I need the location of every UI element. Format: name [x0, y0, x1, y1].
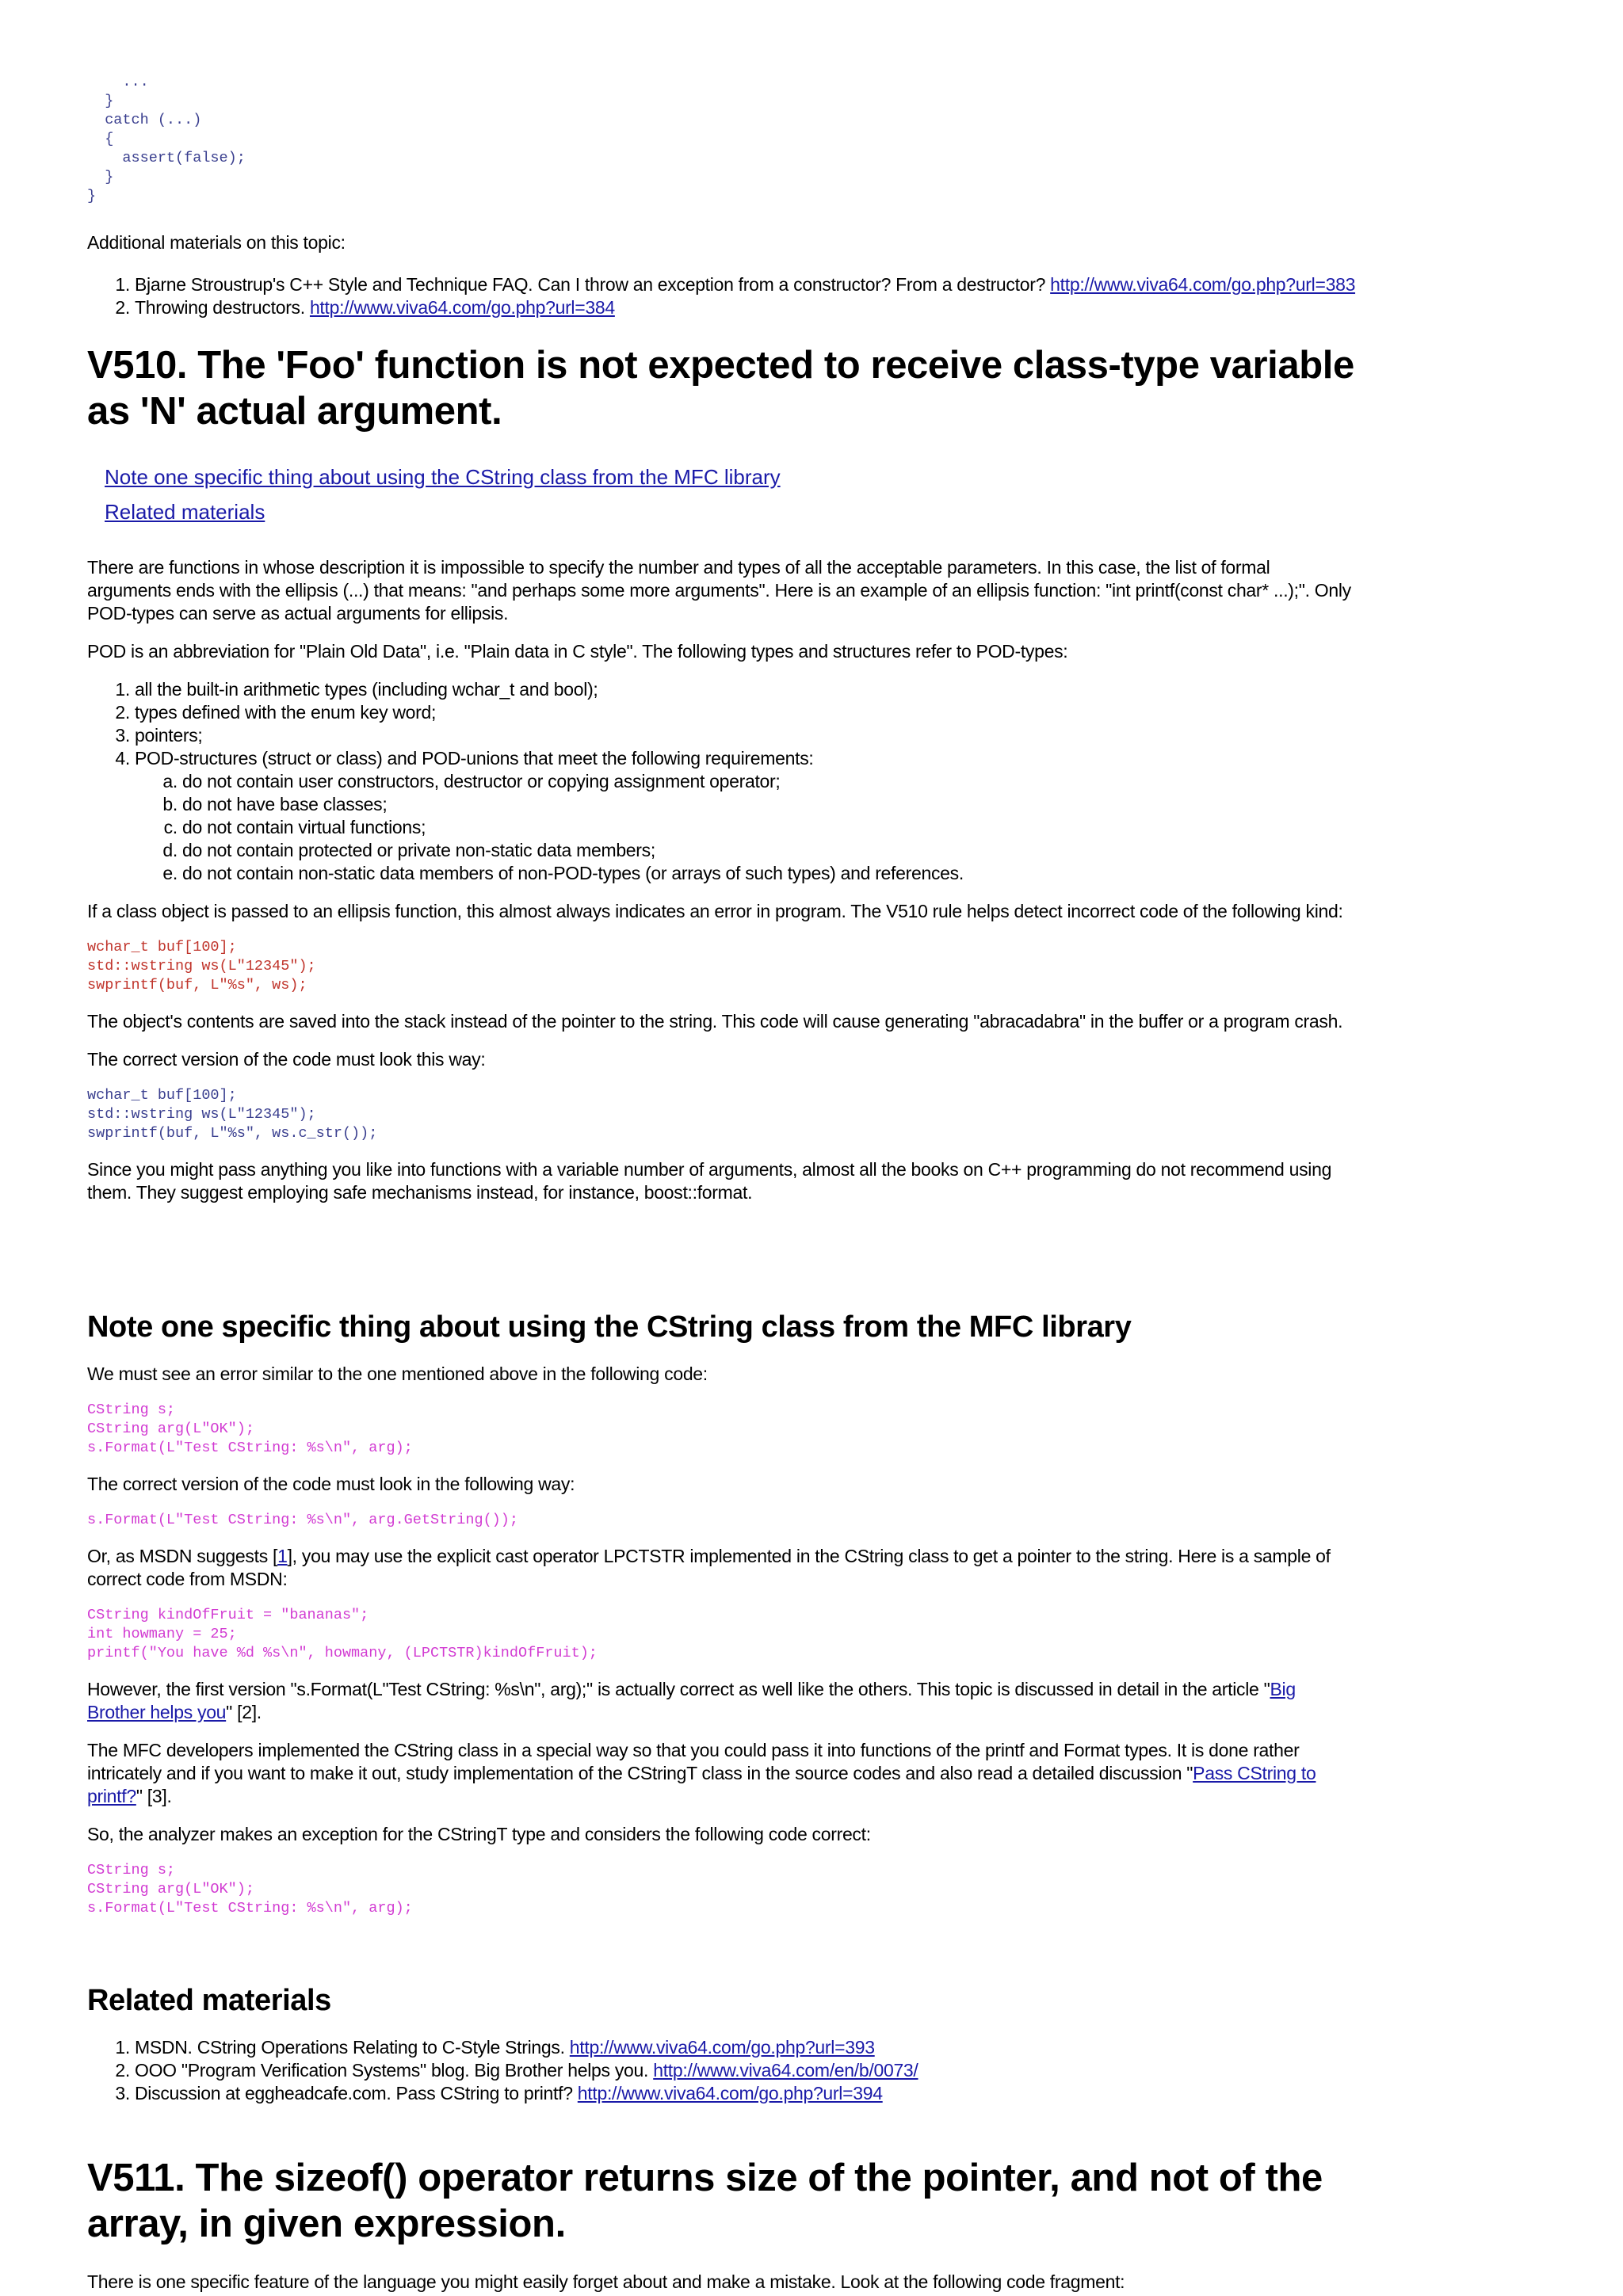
code-line: } [87, 188, 97, 204]
section-heading: Related materials [87, 1984, 331, 2017]
list-item: c. do not contain virtual functions; [182, 816, 1434, 839]
page-title: V511. The sizeof() operator returns size of the pointer, and not of the array, in given expression. [87, 2157, 1323, 2245]
toc-link-related[interactable]: Related materials [105, 500, 265, 524]
code-line: std::wstring ws(L"12345"); [87, 958, 316, 974]
code-line: CString arg(L"OK"); [87, 1421, 254, 1437]
code-line: CString s; [87, 1402, 176, 1418]
additional-materials-list [87, 273, 1434, 319]
reference-link[interactable]: 1 [277, 1546, 288, 1566]
v510-heading [87, 342, 1434, 434]
related-materials [87, 1982, 1434, 2105]
pod-list [87, 678, 1434, 885]
reference-link[interactable]: http://www.viva64.com/go.php?url=394 [577, 2083, 883, 2103]
code-line: printf("You have %d %s\n", howmany, (LPCTSTR)kindOfFruit); [87, 1645, 598, 1661]
code-line: } [87, 93, 114, 109]
code-line: { [87, 131, 114, 147]
code-line: wchar_t buf[100]; [87, 1087, 237, 1104]
code-line: s.Format(L"Test CString: %s\n", arg); [87, 1900, 413, 1917]
list-item: e. do not contain non-static data members of non-POD-types (or arrays of such types) and references. [182, 862, 1434, 885]
related-list [87, 2036, 1434, 2105]
discussion-link[interactable]: Pass CString to [1193, 1763, 1316, 1783]
additional-materials-intro: Additional materials on this topic: [87, 232, 346, 253]
paragraph: Since you might pass anything you like into functions with a variable number of arguments, almost all the books on C++ programming do not recommend using them. They suggest employing safe mechanisms instead, for instance, boost::format. [87, 1159, 1332, 1203]
code-line: s.Format(L"Test CString: %s\n", arg.GetString()); [87, 1512, 518, 1528]
v510-intro [87, 556, 1434, 1204]
list-item: 2. OOO "Program Verification Systems" blog. Big Brother helps you. http://www.viva64.com/en/b/0073/ [135, 2059, 1434, 2082]
code-block [87, 1861, 1434, 1918]
code-line: std::wstring ws(L"12345"); [87, 1106, 316, 1123]
list-item: 1. MSDN. CString Operations Relating to C-Style Strings. http://www.viva64.com/go.php?url=393 [135, 2036, 1434, 2059]
code-line: CString s; [87, 1862, 176, 1878]
code-block [87, 1086, 1434, 1143]
code-line: catch (...) [87, 112, 202, 128]
paragraph: However, the first version "s.Format(L"Test CString: %s\n", arg);" is actually correct as well like the others. This topic is discussed in detail in the article "Big Brother helps you" [2]. [87, 1679, 1296, 1722]
additional-materials [87, 231, 1434, 319]
code-line: } [87, 169, 114, 185]
code-line: swprintf(buf, L"%s", ws); [87, 977, 307, 994]
list-item: 3. pointers; [135, 724, 1434, 747]
reference-link[interactable]: http://www.viva64.com/en/b/0073/ [653, 2060, 918, 2081]
paragraph: We must see an error similar to the one mentioned above in the following code: [87, 1363, 708, 1384]
code-block-top [87, 73, 1434, 206]
code-block [87, 938, 1434, 995]
paragraph: The correct version of the code must look this way: [87, 1049, 486, 1070]
code-line: CString arg(L"OK"); [87, 1881, 254, 1897]
reference-link[interactable]: http://www.viva64.com/go.php?url=393 [569, 2037, 875, 2058]
paragraph: Or, as MSDN suggests [1], you may use the explicit cast operator LPCTSTR implemented in the CString class to get a pointer to the string. Here is a sample of correct code from MSDN: [87, 1546, 1331, 1589]
article-link[interactable]: Brother helps you [87, 1702, 227, 1722]
paragraph: There is one specific feature of the language you might easily forget about and make a mistake. Look at the following code fragment: [87, 2271, 1125, 2292]
list-item: 1. all the built-in arithmetic types (including wchar_t and bool); [135, 678, 1434, 701]
code-block [87, 1511, 1434, 1530]
code-line: ... [87, 74, 149, 90]
code-block [87, 1401, 1434, 1458]
list-item: 1. Bjarne Stroustrup's C++ Style and Technique FAQ. Can I throw an exception from a constructor? From a destructor? http://www.viva64.com/go.php?url=383 [135, 273, 1434, 296]
list-item: b. do not have base classes; [182, 793, 1434, 816]
pod-sub-list [135, 770, 1434, 885]
list-item: 2. types defined with the enum key word; [135, 701, 1434, 724]
code-line: swprintf(buf, L"%s", ws.c_str()); [87, 1125, 378, 1142]
reference-link[interactable]: http://www.viva64.com/go.php?url=384 [309, 297, 615, 318]
code-line: assert(false); [87, 150, 246, 166]
code-line: CString kindOfFruit = "bananas"; [87, 1607, 369, 1623]
paragraph: The correct version of the code must look in the following way: [87, 1474, 575, 1494]
paragraph: POD is an abbreviation for "Plain Old Data", i.e. "Plain data in C style". The following types and structures refer to POD-types: [87, 641, 1068, 662]
list-item: 3. Discussion at eggheadcafe.com. Pass CString to printf? http://www.viva64.com/go.php?url=394 [135, 2082, 1434, 2105]
code-line: int howmany = 25; [87, 1626, 237, 1642]
discussion-link[interactable]: printf? [87, 1786, 136, 1806]
paragraph: The object's contents are saved into the stack instead of the pointer to the string. This code will cause generating "abracadabra" in the buffer or a program crash. [87, 1011, 1343, 1032]
v511-heading [87, 2155, 1434, 2294]
code-line: s.Format(L"Test CString: %s\n", arg); [87, 1440, 413, 1456]
reference-link[interactable]: http://www.viva64.com/go.php?url=383 [1050, 274, 1356, 295]
paragraph: If a class object is passed to an ellipsis function, this almost always indicates an error in program. The V510 rule helps detect incorrect code of the following kind: [87, 901, 1343, 921]
toc-link-cstring[interactable]: Note one specific thing about using the CString class from the MFC library [105, 465, 781, 489]
code-line: wchar_t buf[100]; [87, 939, 237, 955]
cstring-section [87, 1309, 1434, 1918]
article-link[interactable]: Big [1270, 1679, 1296, 1699]
paragraph: So, the analyzer makes an exception for the CStringT type and considers the following code correct: [87, 1824, 871, 1844]
list-item: 4. POD-structures (struct or class) and POD-unions that meet the following requirements: a. do not contain user constructors, destructor or copying assignment operator; b. do not have base classes; c. do not contain virtual functions; d. do not contain protected or private non-static data members; e. do not contain non-static data members of non-POD-types (or arrays of such types) and references. [135, 747, 1434, 885]
section-heading: Note one specific thing about using the CString class from the MFC library [87, 1310, 1132, 1344]
list-item: a. do not contain user constructors, destructor or copying assignment operator; [182, 770, 1434, 793]
table-of-contents [87, 460, 1434, 529]
paragraph: There are functions in whose description it is impossible to specify the number and types of all the acceptable parameters. In this case, the list of formal arguments ends with the ellipsis (...) that means: "and perhaps some more arguments". Here is an example of an ellipsis function: "int printf(const char* ...);". Only POD-types can serve as actual arguments for ellipsis. [87, 557, 1351, 624]
list-item: d. do not contain protected or private non-static data members; [182, 839, 1434, 862]
page-title: V510. The 'Foo' function is not expected to receive class-type variable as 'N' actual argument. [87, 344, 1354, 433]
code-block [87, 1606, 1434, 1663]
list-item: 2. Throwing destructors. http://www.viva64.com/go.php?url=384 [135, 296, 1434, 319]
paragraph: The MFC developers implemented the CString class in a special way so that you could pass it into functions of the printf and Format types. It is done rather intricately and if you want to make it out, study implementation of the CStringT class in the source codes and also read a detailed discussion "Pass CString to printf?" [3]. [87, 1740, 1316, 1806]
